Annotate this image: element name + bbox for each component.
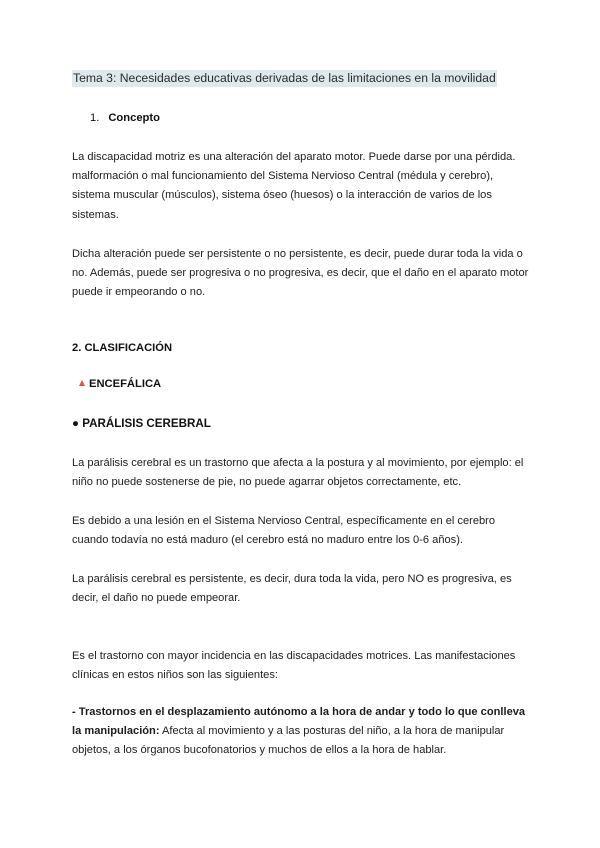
subsubsection-heading-paralisis: ● PARÁLISIS CEREBRAL bbox=[72, 417, 211, 430]
section-number: 1. bbox=[90, 112, 100, 124]
subsection-label: ENCEFÁLICA bbox=[89, 378, 162, 390]
paragraph: La parálisis cerebral es persistente, es decir, dura toda la vida, pero NO es progresiva, es decir, el daño no puede empeorar. bbox=[72, 573, 512, 605]
manifestation-text: Afecta al movimiento y a las posturas del niño, a la hora de manipular objetos, a los órganos bucofonatorios y muchos de ellos a la hora de hablar. bbox=[72, 725, 505, 757]
paragraph: Es el trastorno con mayor incidencia en las discapacidades motrices. Las manifestaciones clínicas en estos niños son las siguientes: bbox=[72, 650, 516, 682]
subsection-heading-encefalica bbox=[79, 378, 161, 390]
section-heading-clasificacion: 2. CLASIFICACIÓN bbox=[72, 342, 173, 354]
document-title: Tema 3: Necesidades educativas derivadas de las limitaciones en la movilidad bbox=[73, 71, 496, 85]
paragraph: Dicha alteración puede ser persistente o no persistente, es decir, puede durar toda la vida o no. Además, puede ser progresiva o no progresiva, es decir, que el daño en el aparato motor puede ir empeorando o no. bbox=[72, 248, 529, 299]
manifestation-title: - Trastornos en el desplazamiento autónomo a la hora de andar y todo lo que conlleva la manipulación: bbox=[72, 706, 526, 738]
paragraph: La discapacidad motriz es una alteración del aparato motor. Puede darse por una pérdida. malformación o mal funcionamiento del Sistema Nervioso Central (médula y cerebro), sistema muscular (músculos), sistema óseo (huesos) o la interacción de varios de los sistemas. bbox=[72, 151, 516, 221]
paragraph: La parálisis cerebral es un trastorno que afecta a la postura y al movimiento, por ejemplo: el niño no puede sostenerse de pie, no puede agarrar objetos correctamente, etc. bbox=[72, 457, 524, 489]
paragraph: Es debido a una lesión en el Sistema Nervioso Central, específicamente en el cerebro cuando todavía no está maduro (el cerebro está no maduro entre los 0-6 años). bbox=[72, 515, 496, 547]
triangle-bullet-icon bbox=[79, 380, 85, 386]
section-heading-concepto bbox=[90, 112, 160, 124]
manifestation-paragraph bbox=[72, 703, 532, 761]
section-label: Concepto bbox=[108, 112, 160, 124]
